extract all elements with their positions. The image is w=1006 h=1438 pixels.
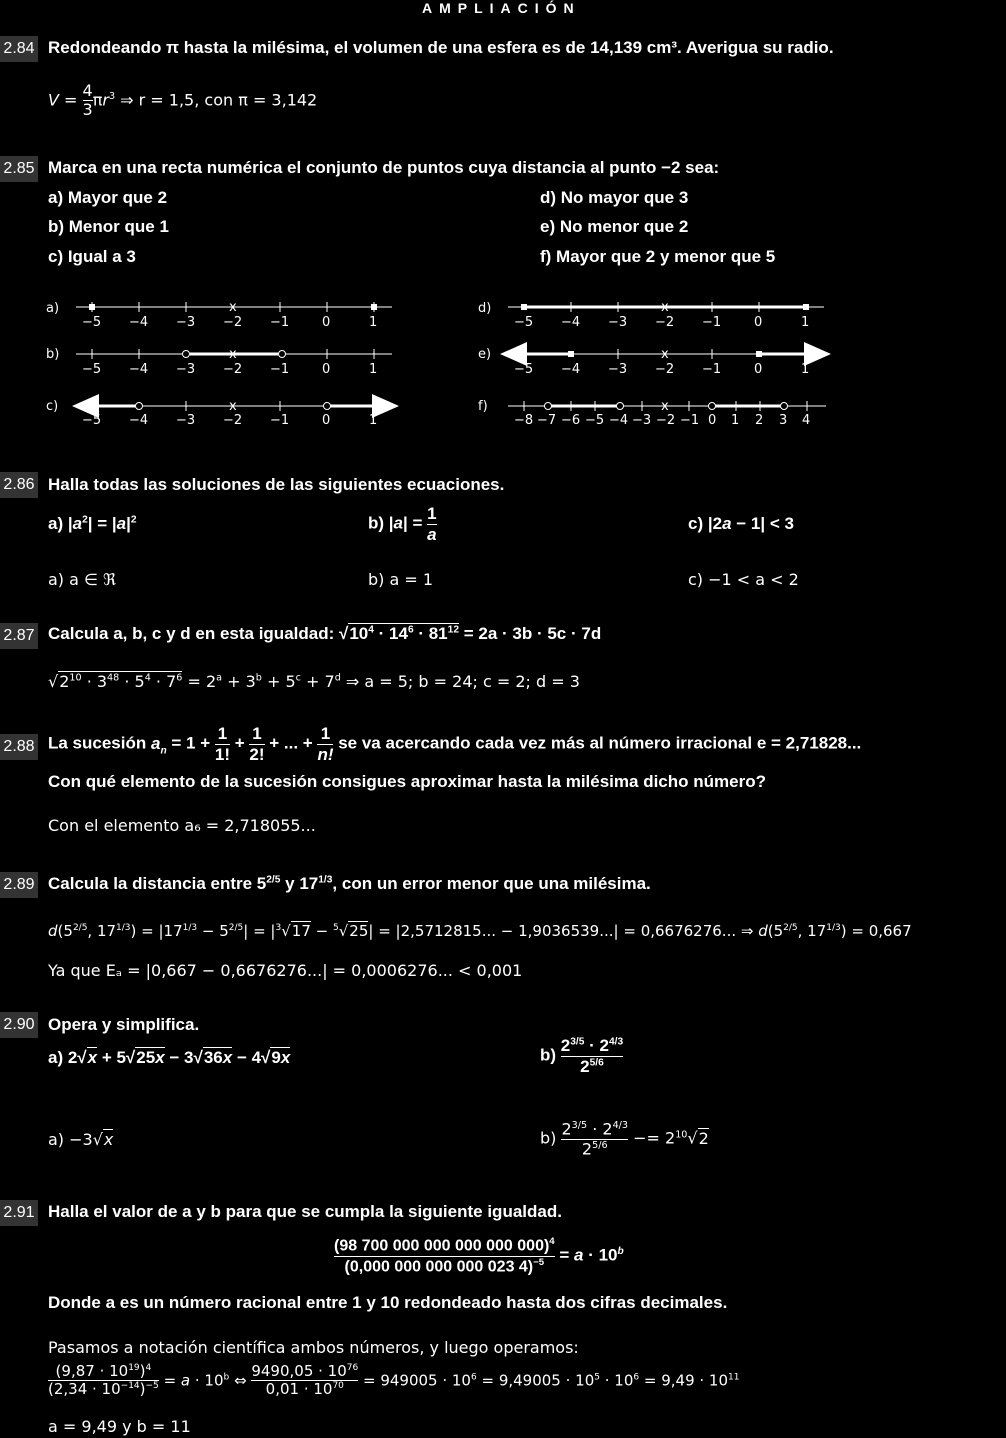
svg-text:−5: −5 — [585, 413, 605, 428]
svg-text:−2: −2 — [223, 362, 243, 377]
problem-number: 2.85 — [0, 156, 38, 182]
problem-statement: Calcula la distancia entre $5^{2/5}$ y $17^{1/3}$, con un error menor que una milésima. — [48, 874, 651, 893]
problem-number: 2.88 — [0, 734, 38, 760]
answer-error: Ya que Eₐ = |0,667 − 0,6676276...| = 0,0006276... < 0,001 — [48, 961, 523, 980]
problem-condition: Donde a es un número racional entre 1 y 10 redondeado hasta dos cifras decimales. — [48, 1293, 728, 1312]
equality: $\frac{(98 700 000 000 000 000 000)^4}{(0,000 000 000 000 023 4)^{-5}}$ = $a \cdot 10^b$ — [334, 1236, 624, 1276]
svg-text:−4: −4 — [129, 362, 149, 377]
svg-text:−6: −6 — [561, 413, 581, 428]
problem-statement: Opera y simplifica. — [48, 1015, 200, 1034]
svg-text:0: 0 — [708, 413, 717, 428]
number-line-c — [78, 399, 396, 428]
svg-text:−5: −5 — [82, 315, 102, 330]
answer-b: b) a = 1 — [368, 570, 434, 589]
svg-text:x: x — [661, 347, 669, 362]
answer-rest: ⇒ r = 1,5, con π = 3,142 — [120, 90, 318, 110]
problem-number: 2.86 — [0, 472, 38, 498]
line-label-f: f) — [478, 399, 488, 414]
item-b: b) Menor que 1 — [48, 217, 169, 236]
svg-text:−1: −1 — [270, 413, 290, 428]
svg-text:−8: −8 — [514, 413, 534, 428]
svg-text:−2: −2 — [223, 413, 243, 428]
expression-b: b) $\frac{2^{3/5} \cdot 2^{4/3}}{2^{5/6}}$ — [540, 1036, 624, 1076]
number-lines — [0, 290, 1006, 440]
answer-a: a) −3√x — [48, 1130, 114, 1149]
equation-b: b) |a| = $\frac{1}{a}$ — [368, 504, 437, 544]
problem-question: Con qué elemento de la sucesión consigues aproximar hasta la milésima dicho número? — [48, 772, 766, 791]
svg-text:0: 0 — [322, 413, 331, 428]
line-label-e: e) — [478, 347, 492, 362]
item-c: c) Igual a 3 — [48, 247, 136, 266]
answer: V = $\frac{4}{3}$ $\pi r^3$ ⇒ r = 1,5, con π = 3,142 — [48, 81, 318, 120]
svg-text:−1: −1 — [702, 315, 722, 330]
svg-text:4: 4 — [802, 413, 811, 428]
svg-text:2: 2 — [755, 413, 764, 428]
svg-text:−1: −1 — [270, 315, 290, 330]
answer: Con el elemento a₆ = 2,718055... — [48, 816, 316, 835]
svg-text:−4: −4 — [129, 413, 149, 428]
svg-text:−1: −1 — [702, 362, 722, 377]
item-f: f) Mayor que 2 y menor que 5 — [540, 247, 776, 266]
svg-text:1: 1 — [731, 413, 740, 428]
problem-statement: Halla todas las soluciones de las siguientes ecuaciones. — [48, 475, 505, 494]
line-label-a: a) — [46, 301, 60, 316]
svg-text:1: 1 — [801, 362, 810, 377]
statement-end: se va acercando cada vez más al número irracional e = 2,71828... — [338, 733, 862, 753]
svg-text:1: 1 — [369, 362, 378, 377]
svg-text:−3: −3 — [176, 362, 196, 377]
section-header: AMPLIACIÓN — [422, 0, 581, 16]
problem-number: 2.89 — [0, 872, 38, 898]
svg-text:−5: −5 — [514, 315, 534, 330]
svg-text:1: 1 — [369, 315, 378, 330]
svg-text:3: 3 — [779, 413, 788, 428]
svg-text:1: 1 — [369, 413, 378, 428]
statement-end: = 2a · 3b · 5c · 7d — [463, 624, 602, 643]
line-label-b: b) — [46, 347, 60, 362]
problem-number: 2.91 — [0, 1200, 38, 1226]
svg-text:−3: −3 — [632, 413, 652, 428]
answer-intro: Pasamos a notación científica ambos números, y luego operamos: — [48, 1338, 579, 1357]
svg-text:x: x — [229, 399, 237, 414]
answer: $√2^{10} \cdot 3^{48} \cdot 5^4 \cdot 7^6 = 2^a + 3^b + 5^c + 7^d$ ⇒ a = 5; b = 24; c = 2; d = 3 — [48, 672, 580, 691]
line-label-c: c) — [46, 399, 59, 414]
equation-a: a) $|a^2| = |a|^2$ — [48, 514, 137, 533]
svg-text:−3: −3 — [176, 315, 196, 330]
svg-text:−7: −7 — [537, 413, 557, 428]
svg-text:0: 0 — [322, 315, 331, 330]
problem-statement: Halla el valor de a y b para que se cumpla la siguiente igualdad. — [48, 1202, 562, 1221]
svg-text:−3: −3 — [608, 362, 628, 377]
answer-b: b) $\frac{2^{3/5} \cdot 2^{4/3}}{2^{5/6}}$ −= $2^{10}√2$ — [540, 1119, 709, 1159]
answer-calculation: $\frac{(9,87 \cdot 10^{19})^4}{(2,34 \cdot 10^{-14})^{-5}}$ = $a \cdot 10^b$ ⇔ $\frac{9490,05 \cdot 10^{76}}{0,01 \cdot 10^{70}}$ = $949005 \cdot 10^6 = 9,49005 \cdot 10^5 \cdot 10^6 = 9,49 \cdot 10^{11}$ — [48, 1362, 740, 1399]
svg-text:−3: −3 — [608, 315, 628, 330]
svg-text:−4: −4 — [561, 315, 581, 330]
svg-text:x: x — [661, 399, 669, 414]
svg-text:−1: −1 — [270, 362, 290, 377]
number-line-a — [76, 300, 392, 330]
number-line-b — [76, 347, 392, 377]
svg-text:−4: −4 — [129, 315, 149, 330]
statement-start: Calcula a, b, c y d en esta igualdad: — [48, 624, 335, 643]
expression-a: a) 2√x + 5√25x − 3√36x − 4√9x — [48, 1048, 291, 1067]
svg-text:−2: −2 — [223, 315, 243, 330]
problem-statement: La sucesión $a_n = 1$ + $\frac{1}{1!}$ + $\frac{1}{2!}$ + ... + $\frac{1}{n!}$ se va acercando cada vez más al número irracional e = 2,71828... — [48, 724, 862, 764]
svg-text:−5: −5 — [82, 362, 102, 377]
line-label-d: d) — [478, 301, 492, 316]
svg-text:−4: −4 — [609, 413, 629, 428]
problem-number: 2.87 — [0, 623, 38, 649]
problem-statement: Calcula a, b, c y d en esta igualdad: $√10^4 \cdot 14^6 \cdot 81^{12} = 2a \cdot 3b \cdot 5c \cdot 7d$ — [48, 624, 602, 643]
svg-text:−5: −5 — [514, 362, 534, 377]
equation-c: c) |2a − 1| < 3 — [688, 514, 794, 533]
number-line-e — [506, 347, 828, 377]
svg-text:x: x — [661, 300, 669, 315]
svg-text:−3: −3 — [176, 413, 196, 428]
svg-text:−5: −5 — [82, 413, 102, 428]
answer-a: a) a ∈ ℜ — [48, 570, 117, 589]
number-line-f — [508, 399, 826, 428]
answer-rest: ⇒ a = 5; b = 24; c = 2; d = 3 — [345, 672, 580, 691]
svg-text:0: 0 — [322, 362, 331, 377]
problem-statement: Redondeando π hasta la milésima, el volumen de una esfera es de 14,139 cm³. Averigua su radio. — [48, 38, 834, 57]
number-line-d — [508, 300, 824, 330]
problem-number: 2.90 — [0, 1012, 38, 1038]
answer: $d(5^{2/5}$, $17^{1/3}) = |17^{1/3} - 5^{2/5}| = |^3√17 - ^5√25| = |2,5712815$... − 1,9036539...| = 0,6676276... ⇒ $d(5^{2/5}$, $17^{1/3}) = 0,667$ — [48, 922, 912, 940]
svg-text:1: 1 — [801, 315, 810, 330]
problem-number: 2.84 — [0, 36, 38, 62]
item-d: d) No mayor que 3 — [540, 188, 689, 207]
item-a: a) Mayor que 2 — [48, 188, 168, 207]
svg-text:0: 0 — [754, 362, 763, 377]
svg-text:−1: −1 — [680, 413, 700, 428]
svg-text:−2: −2 — [655, 315, 675, 330]
problem-statement: Marca en una recta numérica el conjunto de puntos cuya distancia al punto −2 sea: — [48, 158, 720, 177]
answer-result: a = 9,49 y b = 11 — [48, 1417, 191, 1436]
svg-text:−4: −4 — [561, 362, 581, 377]
answer-c: c) −1 < a < 2 — [688, 570, 799, 589]
item-e: e) No menor que 2 — [540, 217, 689, 236]
svg-text:0: 0 — [754, 315, 763, 330]
svg-text:x: x — [229, 347, 237, 362]
svg-text:−2: −2 — [656, 413, 676, 428]
svg-text:−2: −2 — [655, 362, 675, 377]
center-mark: x — [229, 300, 237, 315]
